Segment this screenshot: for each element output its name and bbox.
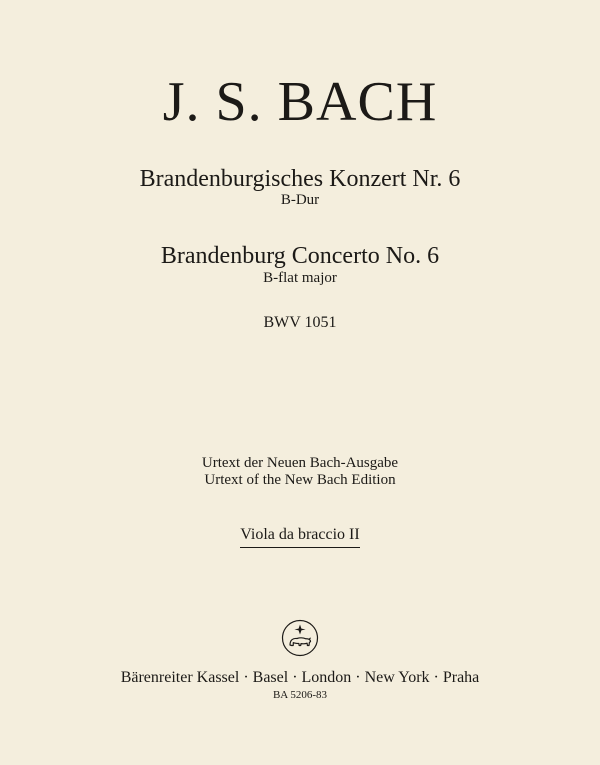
edition-note-german: Urtext der Neuen Bach-Ausgabe: [201, 455, 399, 471]
part-name: Viola da braccio II: [240, 527, 359, 548]
edition-note-english: Urtext of the New Bach Edition: [204, 472, 396, 488]
work-key-english: B-flat major: [263, 270, 337, 286]
publisher-logo-icon: [281, 619, 319, 657]
work-title-english: Brandenburg Concerto No. 6: [160, 243, 440, 269]
logo-bear-ear: [309, 638, 310, 639]
logo-star: [294, 625, 305, 635]
work-title-german: Brandenburgisches Konzert Nr. 6: [139, 166, 461, 192]
composer-name: J. S. BACH: [162, 71, 438, 133]
work-key-german: B-Dur: [280, 192, 320, 208]
publisher-cities: Bärenreiter Kassel · Basel · London · New York · Praha: [120, 669, 480, 686]
catalog-number: BWV 1051: [263, 314, 337, 331]
part-label-wrapper: [0, 527, 600, 548]
publisher-order-number: BA 5206-83: [272, 689, 328, 701]
logo-bear: [290, 638, 311, 646]
